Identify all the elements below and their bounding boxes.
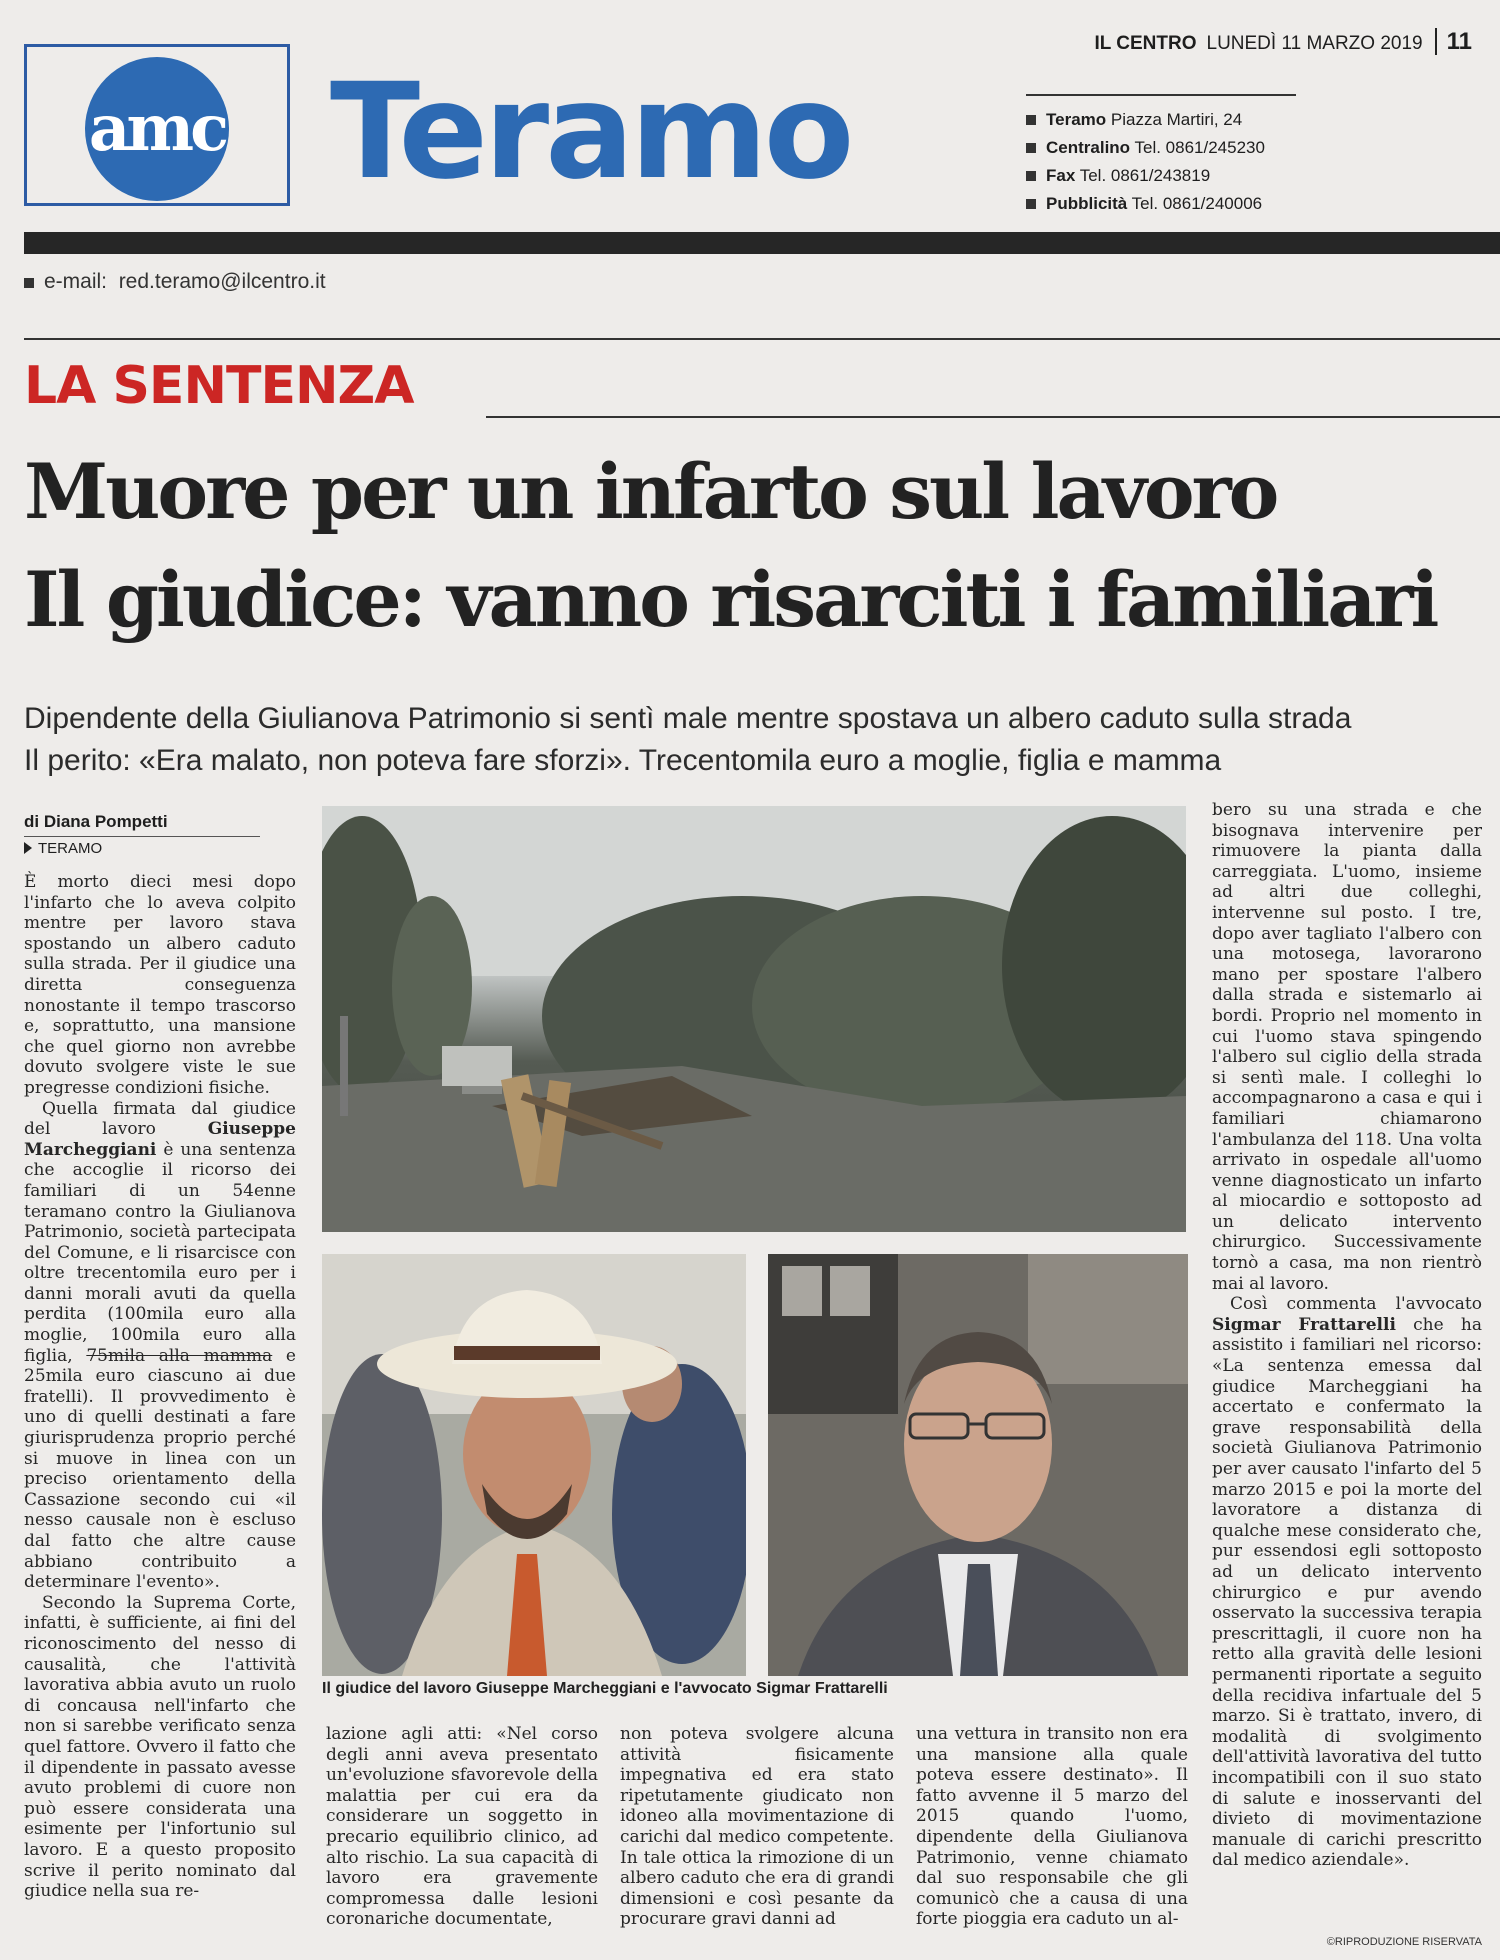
photo-lawyer xyxy=(768,1254,1188,1676)
contact-row: Pubblicità Tel. 0861/240006 xyxy=(1026,190,1296,218)
paper-name: IL CENTRO xyxy=(1094,33,1197,54)
lawyer-name: Sigmar Frattarelli xyxy=(1212,1314,1396,1335)
bullet-icon xyxy=(1026,115,1036,125)
lawyer-portrait xyxy=(768,1254,1188,1676)
paragraph: bero su una strada e che bisognava intervenire per rimuovere la pianta dalla carreggiata. L'uomo, insieme ad altri due colleghi, intervenne sul posto. I tre, dopo aver tagliato l'albero con una motosega, lavorarono mano per spostare l'albero dalla strada e sistemarlo ai bordi. Proprio nel momento in cui l'uomo stava spingendo l'albero sul ciglio della strada si sentì male. I colleghi lo accompagnarono a casa e qui i familiari chiamarono l'ambulanza del 118. Una volta arrivato in ospedale all'uomo venne diagnosticato un infarto al miocardio e sottoposto ad un delicato intervento chirurgico. Successivamente tornò a casa, ma non rientrò mai al lavoro. xyxy=(1212,800,1482,1294)
paragraph: lazione agli atti: «Nel corso degli anni aveva presentato un'evoluzione sfavorevole della malattia per cui era da considerare un soggetto in precario equilibrio clinico, ad alto rischio. La sua capacità di lavoro era gravemente compromessa dalle lesioni coronariche documentate, xyxy=(326,1724,598,1930)
email-address[interactable]: red.teramo@ilcentro.it xyxy=(118,270,326,293)
contact-row: Teramo Piazza Martiri, 24 xyxy=(1026,106,1296,134)
bullet-icon xyxy=(1026,171,1036,181)
issue-date: LUNEDÌ 11 MARZO 2019 xyxy=(1206,33,1423,54)
byline: di Diana Pompetti xyxy=(24,812,260,837)
bullet-icon xyxy=(1026,199,1036,209)
headline-line-1: Muore per un infarto sul lavoro xyxy=(24,447,1277,536)
masthead xyxy=(1094,28,1472,56)
paragraph: Così commenta l'avvocato Sigmar Frattarelli che ha assistito i familiari nel ricorso: «La sentenza emessa dal giudice Marcheggiani ha accertato e confermato la grave responsabilità della società Giulianova Patrimonio per aver causato l'infarto del 5 marzo 2015 e poi la morte del lavoratore a distanza di qualche mese considerato che, pur essendosi egli sottoposto ad un delicato intervento chirurgico e pur avendo osservato la successiva terapia prescrittagli, il cuore non ha retto alla gravità delle lesioni permanenti riportate a seguito della recidiva infartuale del 5 marzo. Si è trattato, invero, di modalità di svolgimento dell'attività lavorativa del tutto incompatibili con il suo stato di salute e inosservanti del divieto di movimentazione manuale di carichi prescritto dal medico aziendale». xyxy=(1212,1294,1483,1871)
article-kicker: LA SENTENZA xyxy=(24,356,414,416)
copyright-notice: ©RIPRODUZIONE RISERVATA xyxy=(1326,1936,1482,1948)
photo-fallen-tree xyxy=(322,806,1186,1232)
photo-caption: Il giudice del lavoro Giuseppe Marcheggiani e l'avvocato Sigmar Frattarelli xyxy=(322,1680,888,1697)
photo-judge xyxy=(322,1254,746,1676)
contact-row: Fax Tel. 0861/243819 xyxy=(1026,162,1296,190)
subheadline-2: Il perito: «Era malato, non poteva fare sforzi». Trecentomila euro a moglie, figlia e mamma xyxy=(24,744,1222,777)
section-divider xyxy=(24,338,1500,340)
email-line: e-mail: red.teramo@ilcentro.it xyxy=(24,270,326,294)
triangle-icon xyxy=(24,842,32,854)
paragraph: È morto dieci mesi dopo l'infarto che lo aveva colpito mentre per lavoro stava spostando un albero caduto sulla strada. Per il giudice una diretta conseguenza nonostante il tempo trascorso e, soprattutto, una mansione che quel giorno non avrebbe dovuto svolgere viste le sue pregresse condizioni fisiche. xyxy=(24,872,296,1098)
paragraph: Secondo la Suprema Corte, infatti, è sufficiente, ai fini del riconoscimento del nesso di causalità, che l'attività lavorativa abbia avuto un ruolo di concausa nell'infarto che non si sarebbe verificato senza quel fattore. Ovvero il fatto che il dipendente in passato avesse avuto problemi di cuore non può essere considerata una esimente per l'infortunio sul lavoro. E a questo proposito scrive il perito nominato dal giudice nella sua re- xyxy=(24,1592,296,1902)
article-column-2 xyxy=(326,1724,598,1930)
fallen-tree-illustration xyxy=(322,806,1186,1232)
contact-row: Centralino Tel. 0861/245230 xyxy=(1026,134,1296,162)
article-column-1 xyxy=(24,872,296,1902)
article-column-3 xyxy=(620,1724,894,1930)
dateline: TERAMO xyxy=(24,840,102,857)
article-column-5 xyxy=(1212,800,1482,1871)
contact-info xyxy=(1026,94,1296,218)
logo-text: amc xyxy=(88,91,226,166)
bullet-icon xyxy=(24,278,34,288)
headline-line-2: Il giudice: vanno risarciti i familiari xyxy=(24,555,1437,644)
judge-portrait xyxy=(322,1254,746,1676)
paragraph: non poteva svolgere alcuna attività fisicamente impegnativa ed era stato ripetutamente giudicato non idoneo alla movimentazione di carichi dal medico competente. In tale ottica la rimozione di un albero caduto che era di grandi dimensioni e così pesante da procurare gravi danni ad xyxy=(620,1724,894,1930)
article-column-4 xyxy=(916,1724,1188,1930)
subheadline-1: Dipendente della Giulianova Patrimonio si sentì male mentre spostava un albero caduto sulla strada xyxy=(24,702,1352,735)
paragraph: una vettura in transito non era una mansione alla quale poteva essere destinato». Il fatto avvenne il 5 marzo del 2015 quando l'uomo, dipendente della Giulianova Patrimonio, venne chiamato dal suo responsabile che gli comunicò che a causa di una forte pioggia era caduto un al- xyxy=(916,1724,1188,1930)
page-number: 11 xyxy=(1435,28,1472,55)
logo-box xyxy=(24,44,290,206)
logo-icon xyxy=(85,57,229,201)
header-divider xyxy=(24,232,1500,254)
kicker-divider xyxy=(486,416,1500,418)
bullet-icon xyxy=(1026,143,1036,153)
paragraph: Quella firmata dal giudice del lavoro Giuseppe Marcheggiani è una sentenza che accoglie il ricorso dei familiari di un 54enne teramano contro la Giulianova Patrimonio, società partecipata del Comune, e li risarcisce con oltre trecentomila euro per i danni morali avuti da quella perdita (100mila euro alla moglie, 100mila euro alla figlia, 75mila alla mamma e 25mila euro ciascuno ai due fratelli). Il provvedimento è uno di quelli destinati a fare giurisprudenza proprio perché si muove in linea con un preciso orientamento della Cassazione secondo cui «il nesso causale non è escluso dal fatto che altre cause abbiano contribuito a determinare l'evento». xyxy=(24,1098,296,1593)
section-title: Teramo xyxy=(330,55,851,209)
judge-name: Giuseppe Marcheggiani xyxy=(24,1119,296,1160)
